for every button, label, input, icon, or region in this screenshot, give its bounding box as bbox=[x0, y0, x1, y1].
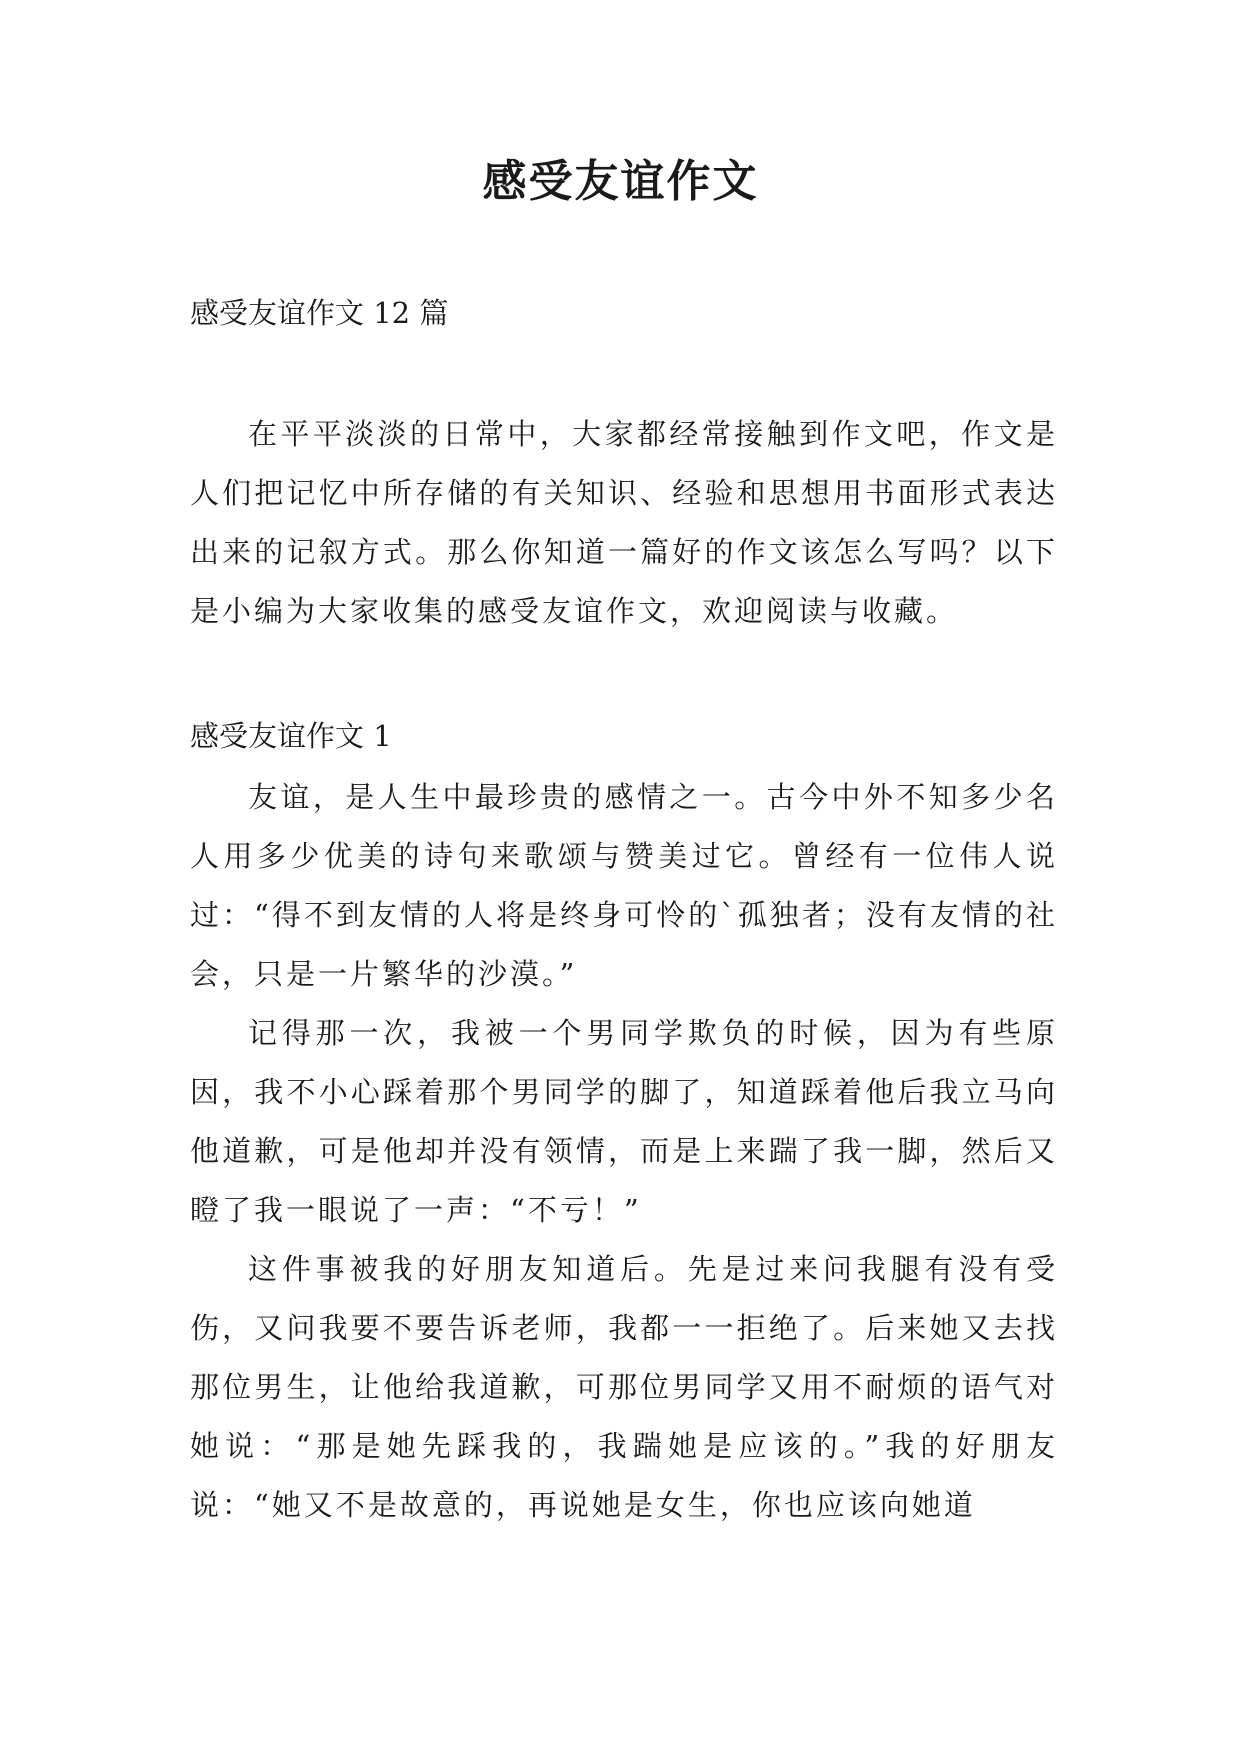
body-paragraph: 友谊，是人生中最珍贵的感情之一。古今中外不知多少名人用多少优美的诗句来歌颂与赞美过它。曾经有一位伟人说过：“得不到友情的人将是终身可怜的`孤独者；没有友情的社会，只是一片繁华的沙漠。” bbox=[190, 780, 1058, 991]
body-paragraph: 记得那一次，我被一个男同学欺负的时候，因为有些原因，我不小心踩着那个男同学的脚了，知道踩着他后我立马向他道歉，可是他却并没有领情，而是上来踹了我一脚，然后又瞪了我一眼说了一声：“不亏！” bbox=[190, 1016, 1058, 1227]
document-subtitle: 感受友谊作文 12 篇 bbox=[190, 296, 449, 330]
intro-paragraph: 在平平淡淡的日常中，大家都经常接触到作文吧，作文是人们把记忆中所存储的有关知识、经验和思想用书面形式表达出来的记叙方式。那么你知道一篇好的作文该怎么写吗？以下是小编为大家收集的感受友谊作文，欢迎阅读与收藏。 bbox=[190, 417, 1058, 628]
section-heading: 感受友谊作文 1 bbox=[190, 719, 392, 753]
document-title: 感受友谊作文 bbox=[482, 156, 759, 207]
body-paragraph: 这件事被我的好朋友知道后。先是过来问我腿有没有受伤，又问我要不要告诉老师，我都一一拒绝了。后来她又去找那位男生，让他给我道歉，可那位男同学又用不耐烦的语气对她说：“那是她先踩我的，我踹她是应该的。”我的好朋友说：“她又不是故意的，再说她是女生，你也应该向她道 bbox=[190, 1252, 1058, 1522]
section-body bbox=[190, 768, 1058, 1535]
